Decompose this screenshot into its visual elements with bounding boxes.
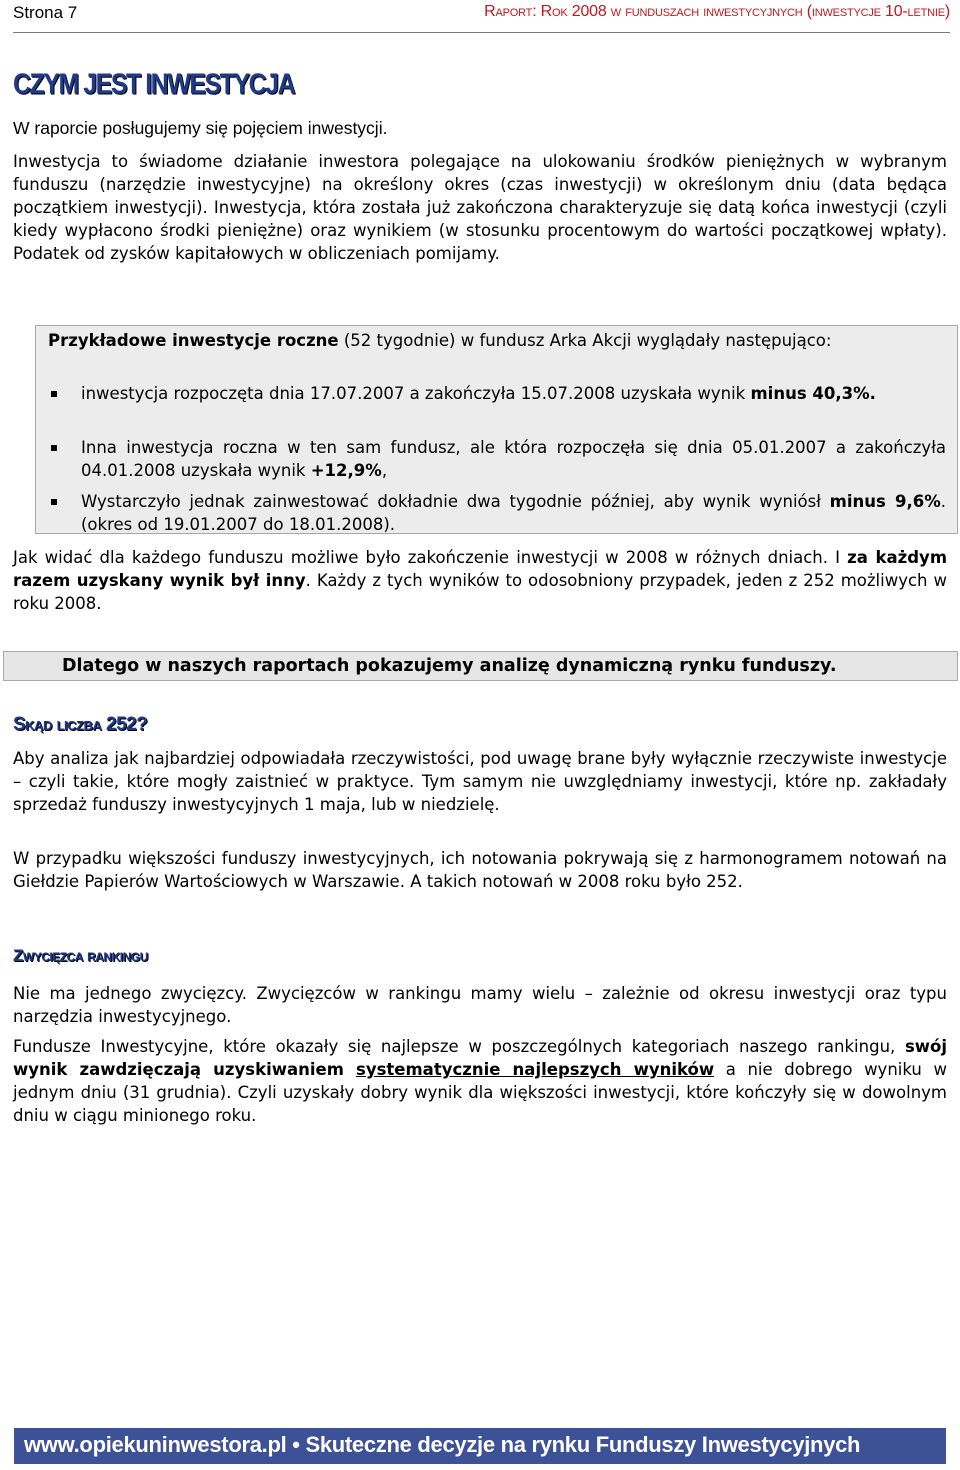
example-intro-bold: Przykładowe inwestycje roczne (48, 331, 339, 350)
best-funds-bold: swój wynik zawdzięczają uzyskiwaniem (13, 1037, 947, 1079)
callout-box (3, 651, 958, 681)
example-item-1-result: minus 40,3%. (750, 384, 876, 403)
winners-paragraph: Nie ma jednego zwycięzcy. Zwycięzców w rankingu mamy wielu – zależnie od okresu inwestycji oraz typu narzędzia inwestycyjnego. (13, 984, 947, 1026)
example-intro (48, 329, 946, 352)
section-title-skad-liczba-252: Skąd liczba 252? (13, 714, 148, 735)
callout-text: Dlatego w naszych raportach pokazujemy analizę dynamiczną rynku funduszy. (62, 656, 837, 676)
example-item-2 (81, 436, 946, 482)
example-item-2-result: +12,9% (310, 461, 382, 480)
conclusion-paragraph (13, 546, 947, 615)
analysis-paragraph: Aby analiza jak najbardziej odpowiadała rzeczywistości, pod uwagę brane były wyłącznie rzeczywiste inwestycje – czyli takie, które mogły zaistnieć w praktyce. Tym samym nie uwzględniamy inwestycji, które np. zakładały sprzedaż funduszy inwestycyjnych 1 maja, lub w niedzielę. (13, 749, 947, 814)
footer-text: www.opiekuninwestora.pl • Skuteczne decyzje na rynku Funduszy Inwestycyjnych (24, 1432, 861, 1457)
example-item-2-text: Inna inwestycja roczna w ten sam fundusz, ale która rozpoczęła się dnia 05.01.2007 a zakończyła 04.01.2008 uzyskała wynik (81, 438, 946, 480)
bullet-icon (51, 391, 57, 397)
example-item-1-text: inwestycja rozpoczęta dnia 17.07.2007 a zakończyła 15.07.2008 uzyskała wynik (81, 384, 751, 403)
example-item-1 (81, 382, 946, 405)
example-item-3 (81, 490, 946, 536)
trading-days-paragraph: W przypadku większości funduszy inwestycyjnych, ich notowania pokrywają się z harmonogramem notowań na Giełdzie Papierów Wartościowych w Warszawie. A takich notowań w 2008 roku było 252. (13, 849, 947, 891)
conclusion-text-b: . Każdy z tych wyników to odosobniony przypadek, jeden z 252 możliwych w roku 2008. (13, 571, 947, 613)
running-title: Raport: Rok 2008 w funduszach inwestycyjnych (inwestycje 10-letnie) (484, 3, 950, 20)
bullet-icon (51, 445, 57, 451)
footer-banner (14, 1428, 946, 1464)
example-intro-rest: (52 tygodnie) w fundusz Arka Akcji wyglądały następująco: (338, 331, 832, 350)
conclusion-text-a: Jak widać dla każdego funduszu możliwe było zakończenie inwestycji w 2008 w różnych dniach. I (13, 548, 848, 567)
section-title-zwyciezca-rankingu: Zwycięzca rankingu (13, 946, 148, 965)
example-item-3-end: . (okres od 19.01.2007 do 18.01.2008). (81, 492, 947, 534)
section-title-czym-jest-inwestycja: CZYM JEST INWESTYCJA (13, 68, 295, 101)
example-item-3-text: Wystarczyło jednak zainwestować dokładnie dwa tygodnie później, aby wynik wyniósł (81, 492, 830, 511)
best-funds-text-a: Fundusze Inwestycyjne, które okazały się najlepsze w poszczególnych kategoriach naszego rankingu, (13, 1037, 905, 1056)
definition-paragraph: Inwestycja to świadome działanie inwestora polegające na ulokowaniu środków pieniężnych w wybranym funduszu (narzędzie inwestycyjne) na określony okres (czas inwestycji) w określonym dniu (data będąca początkiem inwestycji). Inwestycja, która została już zakończona charakteryzuje się datą końca inwestycji (czyli kiedy wypłacono środki pieniężne) oraz wynikiem (w stosunku procentowym do wartości początkowej wpłaty). Podatek od zysków kapitałowych w obliczeniach pomijamy. (13, 152, 947, 263)
best-funds-text-b: a nie dobrego wyniku w jednym dniu (31 grudnia). Czyli uzyskały dobry wynik dla większości inwestycji, które kończyły się w dowolnym dniu w ciągu minionego roku. (13, 1060, 947, 1125)
page-header (13, 0, 950, 33)
page-number: Strona 7 (13, 3, 78, 22)
intro-line: W raporcie posługujemy się pojęciem inwestycji. (13, 118, 388, 138)
example-item-3-result: minus 9,6% (829, 492, 941, 511)
example-box (35, 325, 958, 534)
example-item-2-end: , (381, 461, 388, 480)
bullet-icon (51, 499, 57, 505)
conclusion-bold: za każdym razem uzyskany wynik był inny (13, 548, 948, 590)
best-funds-bold-underlined: systematycznie najlepszych wyników (356, 1060, 715, 1079)
best-funds-paragraph (13, 1035, 947, 1127)
